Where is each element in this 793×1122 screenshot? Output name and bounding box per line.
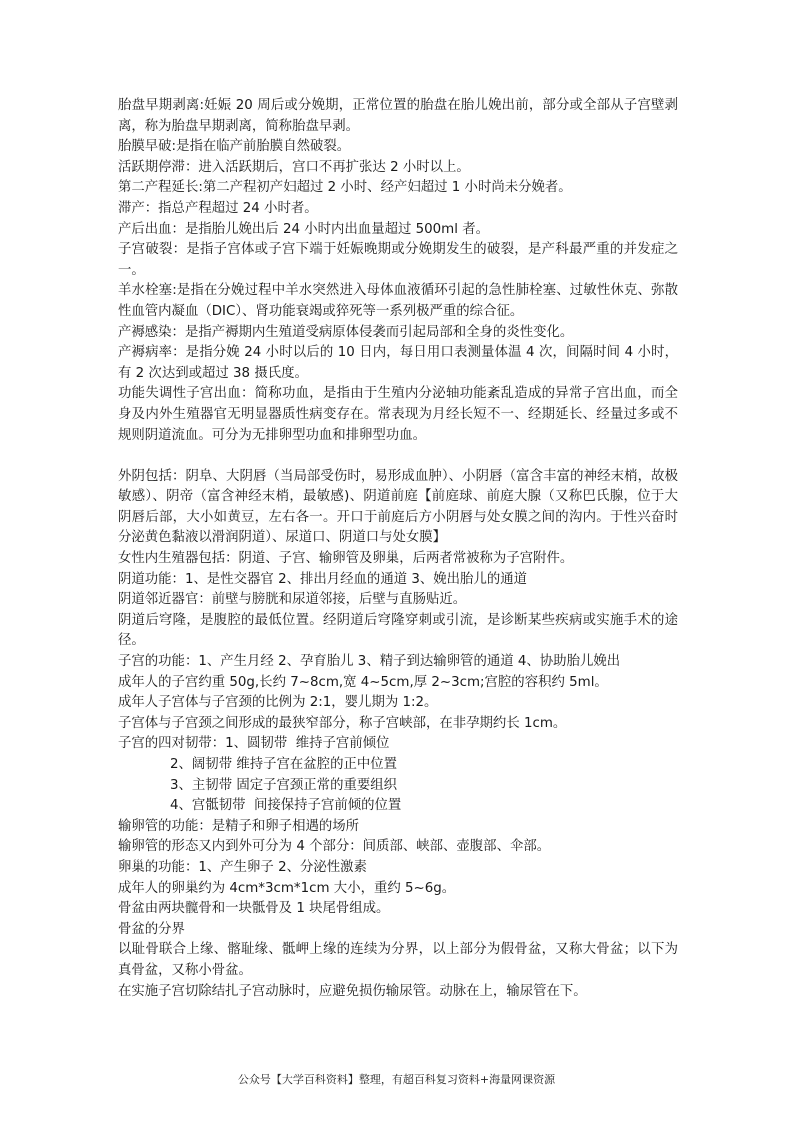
paragraph: 阴道功能：1、是性交器官 2、排出月经血的通道 3、娩出胎儿的通道 [118,571,528,587]
paragraph: 成年人的卵巢约为 4cm*3cm*1cm 大小，重约 5~6g。 [118,880,456,896]
paragraph: 子宫的功能：1、产生月经 2、孕育胎儿 3、精子到达输卵管的通道 4、协助胎儿娩出 [118,654,621,670]
paragraph: 功能失调性子宫出血：简称功血，是指由于生殖内分泌轴功能紊乱造成的异常子宫出血，而全身及内外生殖器官无明显器质性病变存在。常表现为月经长短不一、经期延长、经量过多或不规则阴道流血。可分为无排卵型功血和排卵型功血。 [118,386,678,443]
paragraph: 以耻骨联合上缘、髂耻缘、骶岬上缘的连续为分界，以上部分为假骨盆，又称大骨盆；以下为真骨盆，又称小骨盆。 [118,942,678,978]
page-footer: 公众号【大学百科资料】整理，有超百科复习资料+海量网课资源 [237,1073,556,1086]
paragraph: 阴道邻近器官：前壁与膀胱和尿道邻接，后壁与直肠贴近。 [118,592,467,608]
paragraph: 产后出血：是指胎儿娩出后 24 小时内出血量超过 500ml 者。 [118,221,489,237]
paragraph: 外阴包括：阴阜、大阴唇（当局部受伤时，易形成血肿）、小阴唇（富含丰富的神经末梢，故极敏感）、阴帝（富含神经末梢，最敏感)、阴道前庭【前庭球、前庭大腺（又称巴氏腺，位于大阴唇后部，大小如黄豆，左右各一。开口于前庭后方小阴唇与处女膜之间的沟内。于性兴奋时分泌黄色黏液以滑润阴道）、尿道口、阴道口与处女膜】 [118,468,678,546]
blank-line [118,446,678,467]
paragraph: 输卵管的功能：是精子和卵子相遇的场所 [118,818,360,834]
paragraph: 阴道后穹隆，是腹腔的最低位置。经阴道后穹隆穿刺或引流，是诊断某些疾病或实施手术的途径。 [118,612,678,649]
paragraph: 卵巢的功能：1、产生卵子 2、分泌性激素 [118,859,367,875]
paragraph: 活跃期停滞：进入活跃期后，宫口不再扩张达 2 小时以上。 [118,159,470,175]
paragraph: 子宫体与子宫颈之间形成的最狭窄部分，称子宫峡部，在非孕期约长 1cm。 [118,715,567,731]
paragraph: 子宫破裂：是指子宫体或子宫下端于妊娠晚期或分娩期发生的破裂，是产科最严重的并发症之一。 [118,242,678,278]
paragraph: 产褥感染：是指产褥期内生殖道受病原体侵袭而引起局部和全身的炎性变化。 [118,324,574,340]
paragraph: 产褥病率：是指分娩 24 小时以后的 10 日内，每日用口表测量体温 4 次，间隔时间 4 小时，有 2 次达到或超过 38 摄氏度。 [118,345,678,381]
paragraph: 子宫的四对韧带：1、圆韧带 维持子宫前倾位 [118,736,390,752]
paragraph: 胎膜早破:是指在临产前胎膜自然破裂。 [118,139,351,155]
document-body [118,96,678,1002]
ligament-item: 4、宫骶韧带 间接保持子宫前倾的位置 [170,798,402,814]
paragraph: 成年人子宫体与子宫颈的比例为 2:1，婴儿期为 1:2。 [118,695,438,711]
paragraph: 在实施子宫切除结扎子宫动脉时，应避免损伤输尿管。动脉在上，输尿管在下。 [118,983,587,999]
paragraph: 胎盘早期剥离:妊娠 20 周后或分娩期，正常位置的胎盘在胎儿娩出前，部分或全部从子宫壁剥离，称为胎盘早期剥离，简称胎盘早剥。 [118,98,678,134]
paragraph: 输卵管的形态又内到外可分为 4 个部分：间质部、峡部、壶腹部、伞部。 [118,839,551,855]
paragraph: 成年人的子宫约重 50g,长约 7~8cm,宽 4~5cm,厚 2~3cm;宫腔的容积约 5ml。 [118,674,608,690]
paragraph: 骨盆的分界 [118,921,185,937]
ligament-item: 2、阔韧带 维持子宫在盆腔的正中位置 [170,757,398,772]
paragraph: 滞产：指总产程超过 24 小时者。 [118,200,318,216]
ligament-item: 3、主韧带 固定子宫颈正常的重要组织 [170,777,398,793]
paragraph: 女性内生殖器包括：阴道、子宫、输卵管及卵巢，后两者常被称为子宫附件。 [118,551,574,567]
paragraph: 骨盆由两块髋骨和一块骶骨及 1 块尾骨组成。 [118,901,390,917]
paragraph: 第二产程延长:第二产程初产妇超过 2 小时、经产妇超过 1 小时尚未分娩者。 [118,180,572,196]
paragraph: 羊水栓塞:是指在分娩过程中羊水突然进入母体血液循环引起的急性肺栓塞、过敏性休克、弥散性血管内凝血（DIC）、肾功能衰竭或猝死等一系列极严重的综合征。 [118,283,678,319]
